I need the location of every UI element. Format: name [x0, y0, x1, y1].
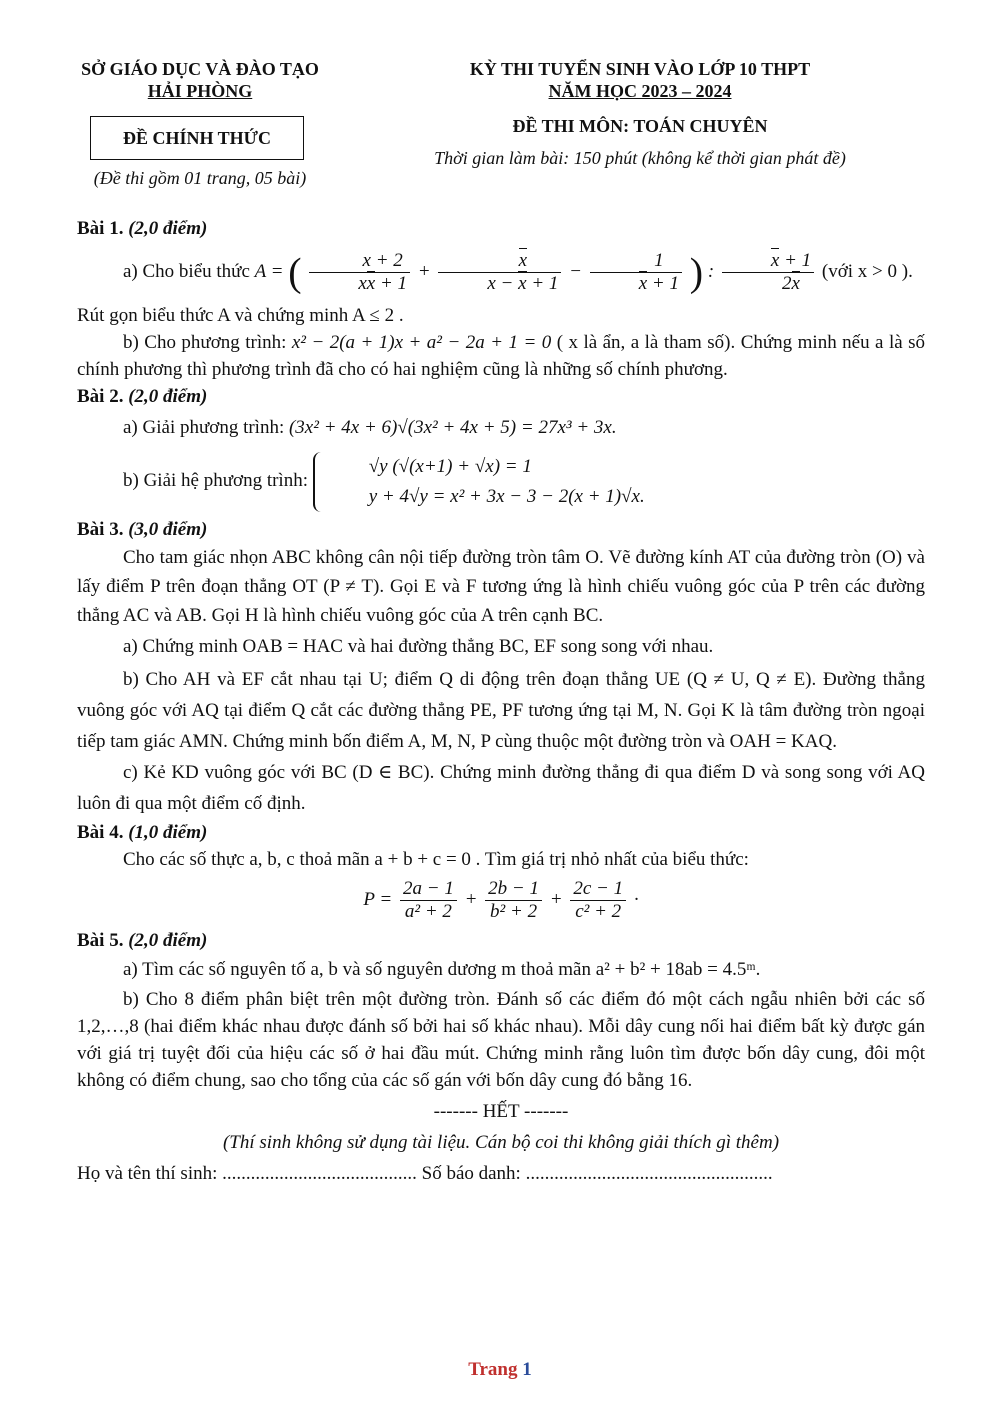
equation-system: √y (√(x+1) + √x) = 1 y + 4√y = x² + 3x − 3 − 2(x + 1)√x. [313, 452, 645, 512]
expression-A: A = ( $\frac{x + 2}{xx + 1}$ + $\frac{x}{x - x + 1}$ − $\frac{1}{x + 1}$ ) : $\frac{x + 1}{2x}$ [255, 261, 822, 282]
subject-title: ĐỀ THI MÔN: TOÁN CHUYÊN [512, 116, 768, 136]
exam-content [77, 215, 925, 1187]
problem3-b: b) Cho AH và EF cắt nhau tại U; điểm Q di động trên đoạn thẳng UE (Q ≠ U, Q ≠ E). Đường thẳng vuông góc với AQ tại điểm Q cắt các đường thẳng PE, PF tương ứng tại M, N. Gọi K là tâm đường tròn ngoại tiếp tam giác AMN. Chứng minh bốn điểm A, M, N, P cùng thuộc một đường tròn và OAH = KAQ. [77, 669, 925, 752]
problem2-heading: Bài 2. (2,0 điểm) [77, 386, 208, 407]
page-number: 1 [522, 1359, 532, 1380]
department-line1: SỞ GIÁO DỤC VÀ ĐÀO TẠO [81, 59, 319, 79]
time-note: Thời gian làm bài: 150 phút (không kể thời gian phát đề) [434, 148, 846, 168]
problem3-a: a) Chứng minh OAB = HAC và hai đường thẳng BC, EF song song với nhau. [123, 636, 714, 657]
official-badge: ĐỀ CHÍNH THỨC [90, 116, 304, 160]
expression-P: P = $\frac{2a - 1}{\text{a² + 2}}$ + $\frac{2b - 1}{\text{b² + 2}}$ + $\frac{2c - 1}{\text{c² + 2}}$ · [363, 878, 639, 923]
problem5-a: a) Tìm các số nguyên tố a, b và số nguyên dương m thoả mãn a² + b² + 18ab = 4.5ᵐ. [123, 959, 761, 980]
problem1-heading: Bài 1. (2,0 điểm) [77, 218, 208, 239]
problem5-heading: Bài 5. (2,0 điểm) [77, 930, 208, 951]
problem4-intro: Cho các số thực a, b, c thoả mãn a + b + c = 0 . Tìm giá trị nhỏ nhất của biểu thức: [123, 849, 749, 870]
problem3-heading: Bài 3. (3,0 điểm) [77, 519, 208, 540]
problem3-c: c) Kẻ KD vuông góc với BC (D ∈ BC). Chứng minh đường thẳng đi qua điểm D và song song với AQ luôn đi qua một điểm cố định. [77, 762, 925, 814]
problem1-b: b) Cho phương trình: x² − 2(a + 1)x + a² − 2a + 1 = 0 ( x là ẩn, a là tham số). Chứng minh nếu a là số chính phương thì phương trình đã cho có hai nghiệm cũng là những số chính phương. [77, 332, 926, 380]
exam-title: KỲ THI TUYỂN SINH VÀO LỚP 10 THPT [469, 59, 811, 79]
page-footer [0, 1359, 1000, 1381]
candidate-info-line: Họ và tên thí sinh: ......................................... Số báo danh: .................................................... [77, 1163, 773, 1184]
department-header [55, 58, 345, 102]
pages-note: (Đề thi gồm 01 trang, 05 bài) [93, 168, 307, 188]
department-line2: HẢI PHÒNG [147, 81, 253, 101]
page-word: Trang [468, 1359, 518, 1380]
problem3-intro: Cho tam giác nhọn ABC không cân nội tiếp đường tròn tâm O. Vẽ đường kính AT của đường tròn (O) và lấy điểm P trên đoạn thẳng OT (P ≠ T). Gọi E và F tương ứng là hình chiếu vuông góc của P trên các đường thẳng AC và AB. Gọi H là hình chiếu vuông góc của A trên cạnh BC. [77, 547, 925, 626]
school-year: NĂM HỌC 2023 – 2024 [548, 81, 732, 101]
problem1-a-task: Rút gọn biểu thức A và chứng minh A ≤ 2 . [77, 305, 404, 326]
exam-notice: (Thí sinh không sử dụng tài liệu. Cán bộ coi thi không giải thích gì thêm) [222, 1132, 780, 1153]
problem5-b: b) Cho 8 điểm phân biệt trên một đường tròn. Đánh số các điểm đó một cách ngẫu nhiên bởi các số 1,2,…,8 (hai điểm khác nhau được đánh số bởi hai số khác nhau). Mỗi dây cung nối hai điểm bất kỳ được gán với giá trị tuyệt đối của hiệu các số ở hai đầu mút. Chứng minh rằng luôn tìm được bốn dây cung, đôi một không có điểm chung, sao cho tổng của các số gán với bốn dây cung đó bằng 16. [77, 989, 925, 1091]
end-marker: ------- HẾT ------- [433, 1101, 569, 1122]
problem2-a: a) Giải phương trình: (3x² + 4x + 6)√(3x² + 4x + 5) = 27x³ + 3x. [123, 417, 617, 438]
problem2-b: b) Giải hệ phương trình: √y (√(x+1) + √x) = 1 y + 4√y = x² + 3x − 3 − 2(x + 1)√x. [77, 446, 925, 516]
exam-header [390, 58, 890, 102]
problem1-a: a) Cho biểu thức A = ( $\frac{x + 2}{xx + 1}$ + $\frac{x}{x - x + 1}$ − $\frac{1}{x + 1}$ ) : $\frac{x + 1}{2x}$ (với x > 0 ). [123, 249, 913, 295]
problem4-heading: Bài 4. (1,0 điểm) [77, 822, 208, 843]
